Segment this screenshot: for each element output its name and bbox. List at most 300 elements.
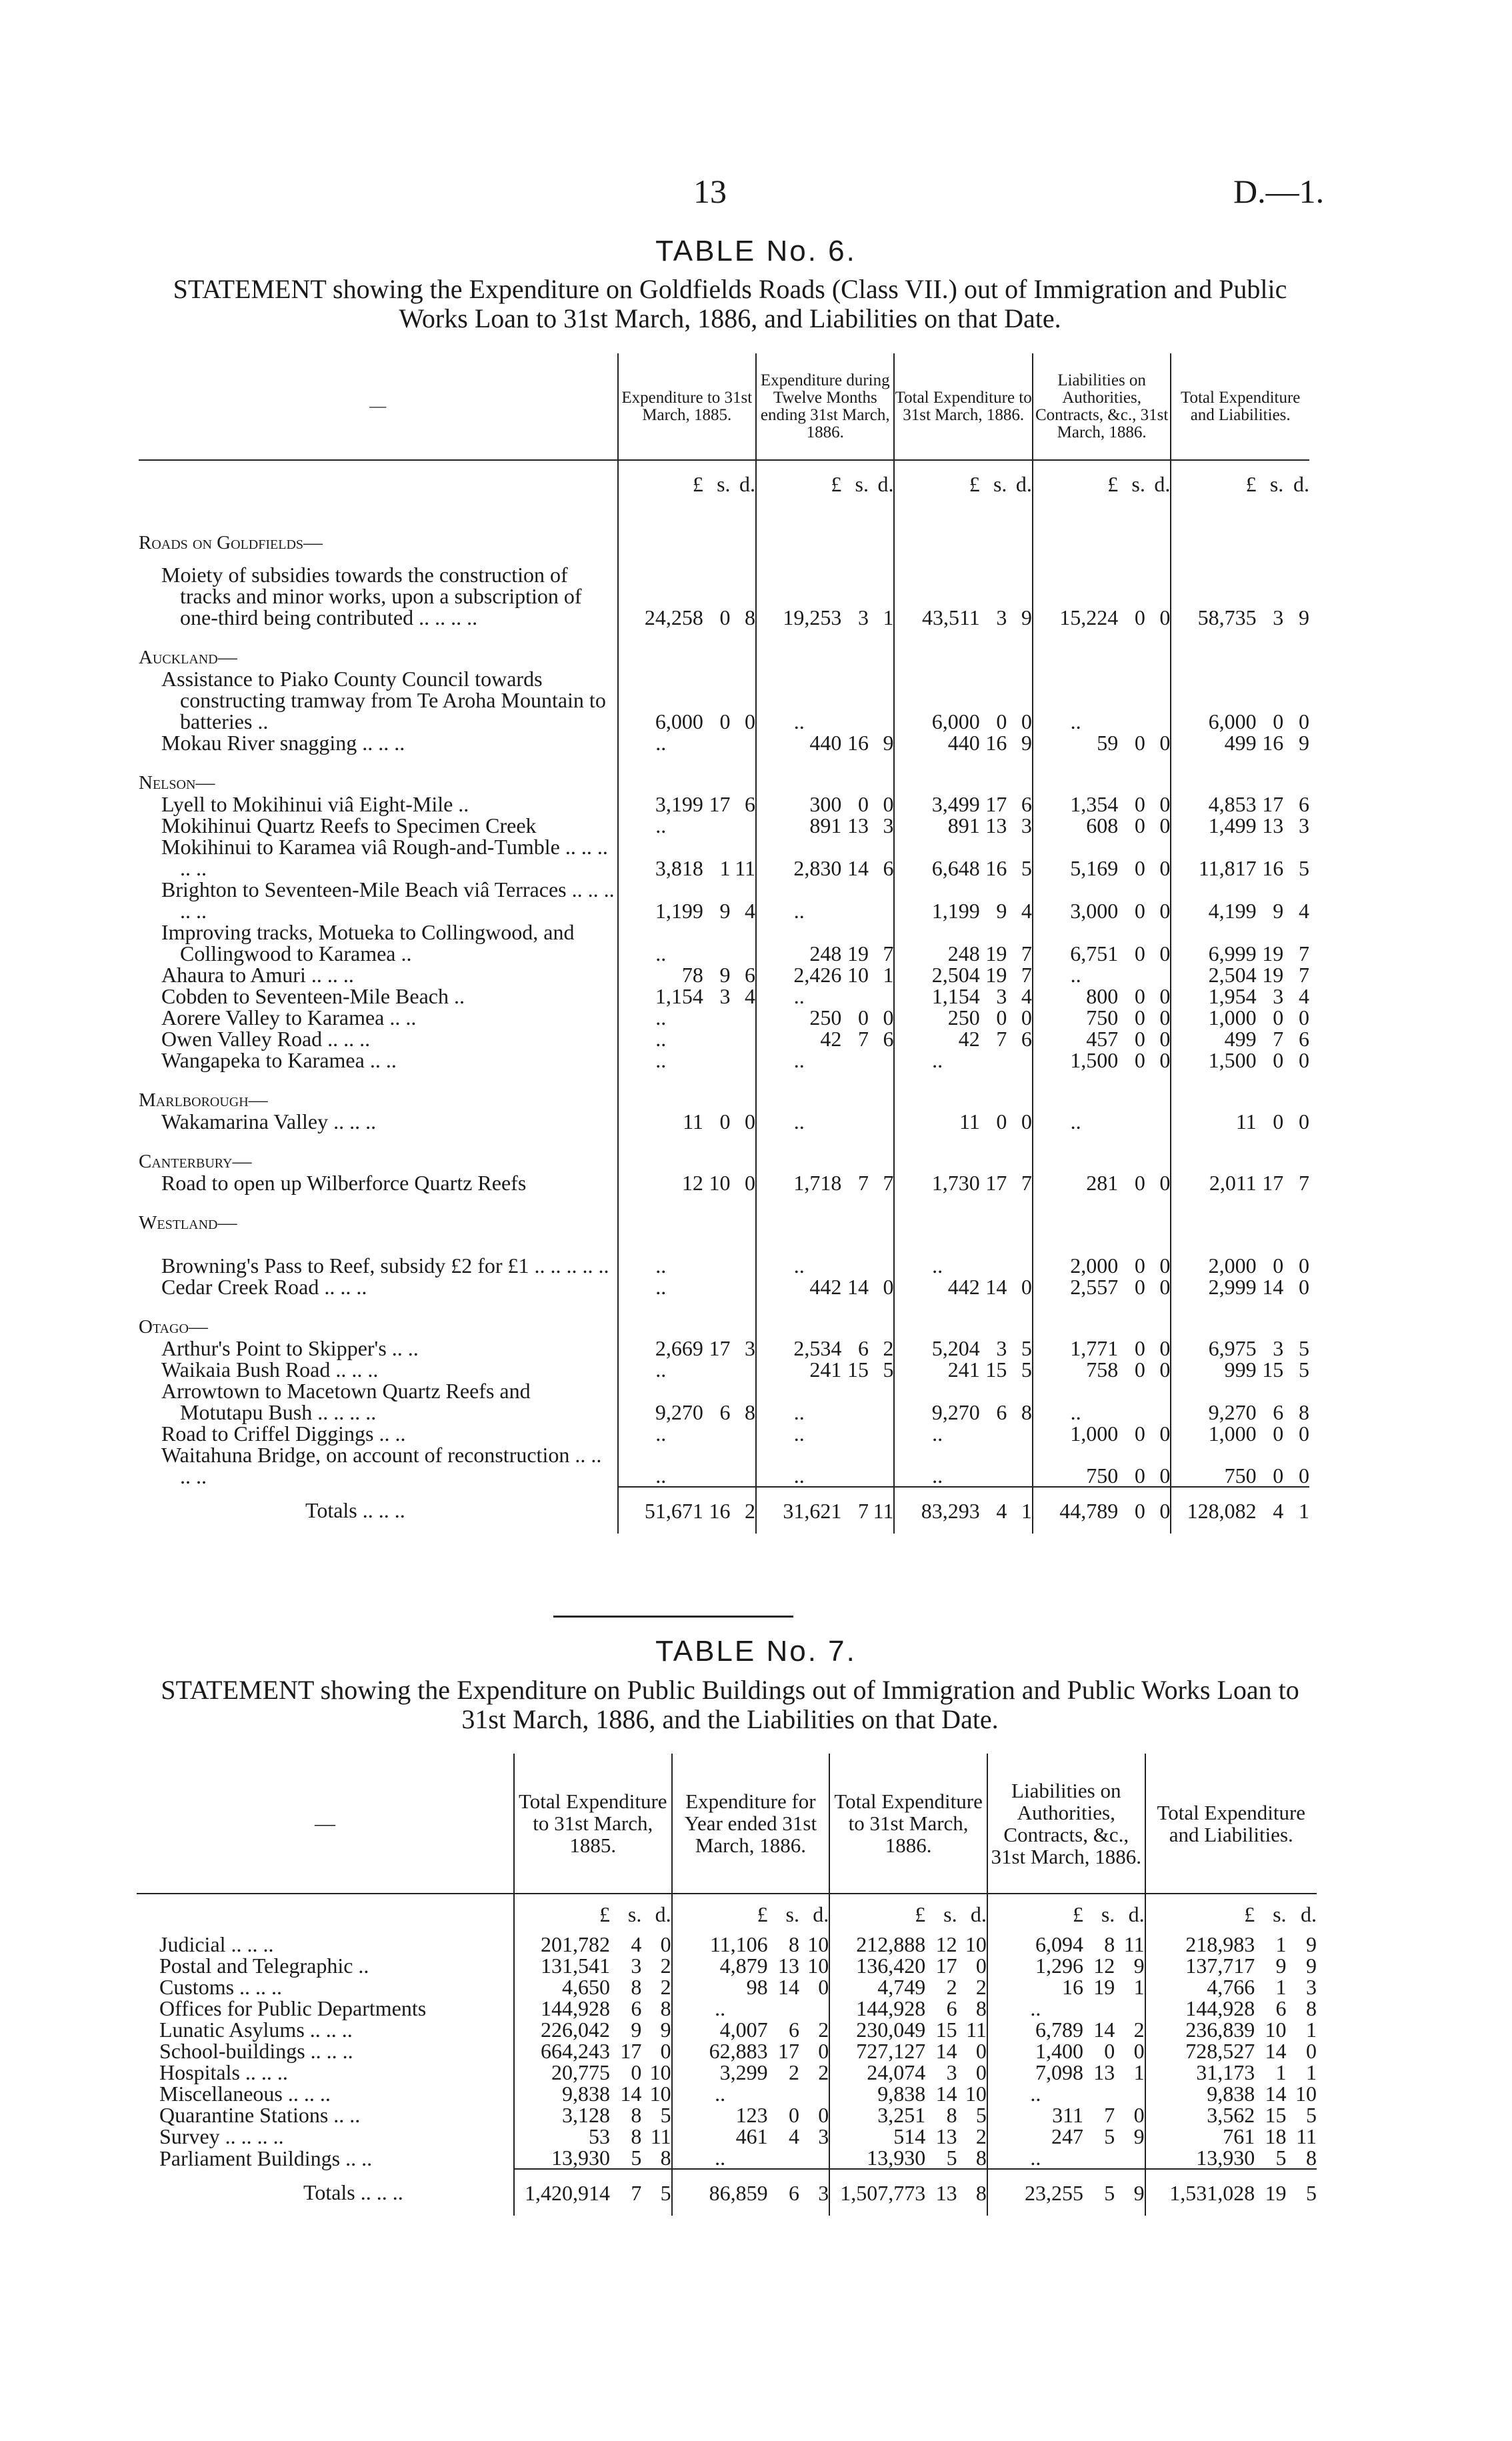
amount-cell: 5: [1021, 1336, 1032, 1360]
amount-cell: [841, 1423, 869, 1444]
amount-cell: 10: [847, 963, 869, 987]
amount-cell: 9,838: [514, 2083, 610, 2104]
amount-cell: 15: [1262, 1358, 1284, 1382]
amount-cell: [703, 1007, 731, 1028]
unit-label: s.: [627, 1902, 642, 1926]
column-header: —: [369, 397, 387, 415]
unit-label: s.: [993, 471, 1007, 496]
amount-cell: [1115, 2147, 1145, 2169]
amount-cell: [703, 1234, 731, 1276]
amount-cell: 0: [1299, 1005, 1309, 1029]
amount-cell: ..: [1033, 1380, 1118, 1423]
amount-cell: 0: [1159, 899, 1171, 923]
row-label: [139, 1028, 618, 1049]
empty-cell: [980, 1193, 1007, 1234]
empty-cell: [894, 1132, 979, 1172]
amount-cell: 2,504: [894, 964, 979, 985]
amount-cell: 2: [883, 1336, 894, 1360]
amount-cell: 8: [631, 1975, 642, 1999]
amount-cell: 5: [1299, 1336, 1309, 1360]
table-row: [139, 1423, 1309, 1444]
amount-cell: [1083, 2083, 1115, 2104]
amount-cell: 98: [672, 1976, 768, 1998]
amount-cell: 6: [946, 1996, 957, 2020]
amount-cell: 11: [618, 1111, 703, 1132]
empty-cell: [1145, 507, 1171, 553]
amount-cell: 17: [985, 1171, 1007, 1195]
amount-cell: [1083, 2147, 1115, 2169]
amount-cell: 4: [980, 1487, 1007, 1534]
table-row: [139, 985, 1309, 1007]
empty-cell: [841, 1298, 869, 1338]
amount-cell: 6,000: [1171, 668, 1256, 732]
amount-cell: 0: [1134, 1358, 1145, 1382]
row-label: [139, 1111, 618, 1132]
row-label-text: Arrowtown to Macetown Quartz Reefs and Motutapu Bush .. .. .. ..: [161, 1379, 531, 1424]
amount-cell: 0: [1159, 1005, 1171, 1029]
empty-cell: [841, 1132, 869, 1172]
amount-cell: 11,817: [1171, 836, 1256, 879]
amount-cell: 10: [965, 1932, 987, 1956]
amount-cell: 9,270: [894, 1380, 979, 1423]
amount-cell: 0: [631, 2060, 642, 2084]
unit-label: £: [829, 1894, 925, 1934]
amount-cell: 1,154: [894, 985, 979, 1007]
amount-cell: 0: [1299, 1109, 1309, 1133]
amount-cell: 17: [1262, 792, 1284, 816]
amount-cell: 14: [777, 1975, 799, 1999]
table-row: [139, 836, 1309, 879]
amount-cell: 9: [883, 731, 894, 755]
totals-label: Totals .. .. ..: [303, 2180, 403, 2204]
section-row: [139, 1071, 1309, 1111]
table-row: [139, 1338, 1309, 1359]
empty-cell: [703, 1193, 731, 1234]
amount-cell: 7: [1104, 2103, 1115, 2127]
amount-cell: 6: [1273, 1400, 1284, 1424]
amount-cell: 236,839: [1145, 2019, 1255, 2040]
amount-cell: 750: [1033, 1007, 1118, 1028]
amount-cell: [1145, 1380, 1171, 1423]
amount-cell: 0: [1273, 709, 1284, 733]
amount-cell: [1145, 964, 1171, 985]
amount-cell: 144,928: [829, 1998, 925, 2019]
amount-cell: 750: [1033, 1444, 1118, 1487]
page-number: 13: [693, 173, 727, 210]
amount-cell: 18: [1265, 2124, 1287, 2148]
amount-cell: 5: [1287, 2169, 1317, 2216]
totals-row: [139, 1487, 1309, 1534]
empty-cell: [618, 507, 703, 553]
empty-cell: [1007, 1071, 1033, 1111]
row-label: [139, 1276, 618, 1298]
amount-cell: 7: [883, 1171, 894, 1195]
amount-cell: ..: [672, 1998, 768, 2019]
unit-label: £: [894, 460, 979, 507]
amount-cell: 514: [829, 2126, 925, 2147]
empty-cell: [1007, 628, 1033, 668]
amount-cell: 4,879: [672, 1955, 768, 1976]
empty-cell: [1257, 1132, 1284, 1172]
amount-cell: 0: [1159, 1171, 1171, 1195]
amount-cell: [703, 1049, 731, 1071]
column-header: Total Expenditure and Liabilities.: [1171, 353, 1309, 460]
amount-cell: 1,420,914: [514, 2169, 610, 2216]
unit-label: d.: [877, 471, 894, 496]
unit-label: d.: [1015, 471, 1032, 496]
amount-cell: 19: [1093, 1975, 1115, 1999]
amount-cell: 51,671: [618, 1487, 703, 1534]
unit-label: £: [618, 460, 703, 507]
amount-cell: ..: [894, 1049, 979, 1071]
amount-cell: [980, 1049, 1007, 1071]
empty-cell: [980, 507, 1007, 553]
amount-cell: 53: [514, 2126, 610, 2147]
amount-cell: 2: [660, 1975, 671, 1999]
amount-cell: 247: [987, 2126, 1083, 2147]
amount-cell: 6: [1299, 1027, 1309, 1051]
amount-cell: 11: [735, 856, 756, 880]
row-label: [137, 2040, 514, 2062]
amount-cell: 15: [985, 1358, 1007, 1382]
table-row: [139, 1359, 1309, 1380]
amount-cell: 6: [745, 963, 756, 987]
row-label-text: Brighton to Seventeen-Mile Beach viâ Terraces .. .. .. .. ..: [161, 877, 615, 923]
amount-cell: 11: [1171, 1111, 1256, 1132]
amount-cell: 1,000: [1033, 1423, 1118, 1444]
amount-cell: 4: [1299, 984, 1309, 1008]
row-label: [139, 668, 618, 732]
amount-cell: 8: [1104, 1932, 1115, 1956]
row-label-text: Mokihinui to Karamea viâ Rough-and-Tumble .. .. .. .. ..: [161, 835, 608, 880]
amount-cell: [731, 1234, 756, 1276]
amount-cell: 7: [1299, 941, 1309, 965]
amount-cell: 14: [985, 1275, 1007, 1299]
empty-cell: [731, 628, 756, 668]
amount-cell: 7: [1021, 941, 1032, 965]
amount-cell: 8: [660, 1996, 671, 2020]
amount-cell: 9,838: [829, 2083, 925, 2104]
amount-cell: 6: [1275, 1996, 1287, 2020]
amount-cell: 2,534: [756, 1338, 841, 1359]
amount-cell: ..: [756, 1423, 841, 1444]
amount-cell: 5,169: [1033, 836, 1118, 879]
amount-cell: ..: [618, 921, 703, 964]
amount-cell: 440: [756, 732, 841, 753]
amount-cell: 10: [965, 2082, 987, 2106]
amount-cell: 16: [1262, 856, 1284, 880]
amount-cell: 7: [857, 1027, 869, 1051]
amount-cell: [731, 1007, 756, 1028]
amount-cell: 2,000: [1171, 1234, 1256, 1276]
table-row: [137, 2104, 1317, 2126]
amount-cell: 7: [1299, 963, 1309, 987]
amount-cell: 8: [745, 1400, 756, 1424]
amount-cell: [703, 1423, 731, 1444]
amount-cell: [731, 1049, 756, 1071]
amount-cell: 1: [883, 605, 894, 629]
amount-cell: 17: [985, 792, 1007, 816]
unit-label: £: [1171, 460, 1256, 507]
amount-cell: 2: [975, 2124, 987, 2148]
amount-cell: 241: [894, 1359, 979, 1380]
amount-cell: 16: [985, 856, 1007, 880]
empty-cell: [1257, 1071, 1284, 1111]
amount-cell: 23,255: [987, 2169, 1083, 2216]
amount-cell: 0: [1134, 1422, 1145, 1446]
amount-cell: 4: [1021, 899, 1032, 923]
amount-cell: 8: [957, 2169, 987, 2216]
amount-cell: 248: [894, 921, 979, 964]
unit-label: s.: [1269, 471, 1284, 496]
empty-cell: [1171, 753, 1256, 793]
row-label: [139, 836, 618, 879]
empty-cell: [1145, 1193, 1171, 1234]
amount-cell: ..: [618, 1028, 703, 1049]
amount-cell: 0: [996, 1109, 1007, 1133]
document-code: D.—1.: [1233, 173, 1325, 210]
row-label: [139, 1007, 618, 1028]
amount-cell: 0: [1273, 1109, 1284, 1133]
amount-cell: 5: [1306, 2103, 1317, 2127]
amount-cell: 2,504: [1171, 964, 1256, 985]
amount-cell: [1118, 1111, 1145, 1132]
row-label-text: Aorere Valley to Karamea .. ..: [161, 1005, 417, 1029]
empty-cell: [1118, 753, 1145, 793]
row-label-text: Cobden to Seventeen-Mile Beach ..: [161, 984, 465, 1008]
amount-cell: 5: [946, 2146, 957, 2170]
amount-cell: 13: [1262, 813, 1284, 837]
amount-cell: 4,650: [514, 1976, 610, 1998]
amount-cell: 0: [1159, 792, 1171, 816]
row-label: [139, 879, 618, 921]
table-row: [139, 793, 1309, 815]
row-label-text: Improving tracks, Motueka to Collingwood, and Collingwood to Karamea ..: [161, 920, 575, 965]
amount-cell: 11: [1296, 2124, 1317, 2148]
amount-cell: 9,270: [618, 1380, 703, 1423]
unit-label: s.: [943, 1902, 957, 1926]
amount-cell: 9: [1299, 731, 1309, 755]
amount-cell: 59: [1033, 732, 1118, 753]
amount-cell: 3,251: [829, 2104, 925, 2126]
section-label: Nelson—: [139, 772, 215, 793]
empty-cell: [1007, 753, 1033, 793]
amount-cell: 1: [1275, 1932, 1287, 1956]
amount-cell: 4: [745, 984, 756, 1008]
row-label: [139, 1172, 618, 1193]
empty-cell: [618, 1132, 703, 1172]
amount-cell: ..: [756, 985, 841, 1007]
amount-cell: 1: [719, 856, 731, 880]
amount-cell: 42: [756, 1028, 841, 1049]
amount-cell: 19: [1262, 941, 1284, 965]
amount-cell: [799, 1998, 829, 2019]
amount-cell: [731, 1444, 756, 1487]
amount-cell: 499: [1171, 732, 1256, 753]
amount-cell: 0: [1134, 1254, 1145, 1278]
empty-cell: [1145, 1298, 1171, 1338]
amount-cell: 19: [1255, 2169, 1286, 2216]
amount-cell: ..: [894, 1423, 979, 1444]
amount-cell: 10: [649, 2060, 671, 2084]
amount-cell: 5: [883, 1358, 894, 1382]
amount-cell: 7: [1021, 963, 1032, 987]
amount-cell: 0: [818, 2103, 829, 2127]
table-row: [139, 1049, 1309, 1071]
unit-spacer: [139, 460, 618, 507]
empty-cell: [869, 628, 895, 668]
empty-cell: [1171, 507, 1256, 553]
unit-label: £: [514, 1894, 610, 1934]
amount-cell: 9: [719, 899, 731, 923]
amount-cell: 442: [894, 1276, 979, 1298]
amount-cell: 9,838: [1145, 2083, 1255, 2104]
amount-cell: 0: [1273, 1254, 1284, 1278]
amount-cell: 62,883: [672, 2040, 768, 2062]
amount-cell: 16: [847, 731, 869, 755]
amount-cell: 0: [883, 1275, 894, 1299]
amount-cell: 1: [1133, 1975, 1145, 1999]
section-label: Marlborough—: [139, 1089, 268, 1111]
amount-cell: 0: [1299, 1048, 1309, 1072]
empty-cell: [869, 753, 895, 793]
amount-cell: 6,999: [1171, 921, 1256, 964]
amount-cell: 58,735: [1171, 553, 1256, 628]
amount-cell: 891: [756, 815, 841, 836]
amount-cell: [703, 1359, 731, 1380]
empty-cell: [1283, 1298, 1309, 1338]
empty-cell: [618, 1071, 703, 1111]
empty-cell: [980, 1298, 1007, 1338]
amount-cell: 14: [1093, 2018, 1115, 2042]
amount-cell: 9: [1021, 731, 1032, 755]
amount-cell: 1: [1133, 2060, 1145, 2084]
empty-cell: [1007, 1132, 1033, 1172]
amount-cell: 144,928: [1145, 1998, 1255, 2019]
amount-cell: ..: [1033, 668, 1118, 732]
amount-cell: [703, 1444, 731, 1487]
amount-cell: 14: [847, 1275, 869, 1299]
table-row: [139, 1234, 1309, 1276]
amount-cell: 6,000: [618, 668, 703, 732]
table-row: [139, 1380, 1309, 1423]
row-label: [137, 2083, 514, 2104]
table-row: [139, 1007, 1309, 1028]
table-row: [137, 1976, 1317, 1998]
amount-cell: 0: [1133, 2103, 1145, 2127]
empty-cell: [1145, 628, 1171, 668]
amount-cell: 8: [946, 2103, 957, 2127]
column-header: Expenditure for Year ended 31st March, 1886.: [672, 1754, 830, 1894]
empty-cell: [980, 1132, 1007, 1172]
amount-cell: 10: [1295, 2082, 1317, 2106]
amount-cell: 7: [1021, 1171, 1032, 1195]
amount-cell: ..: [1033, 964, 1118, 985]
amount-cell: 2: [788, 2060, 799, 2084]
amount-cell: 128,082: [1171, 1487, 1256, 1534]
amount-cell: 1,400: [987, 2040, 1083, 2062]
table-row: [139, 1028, 1309, 1049]
amount-cell: 461: [672, 2126, 768, 2147]
amount-cell: 1,000: [1171, 1007, 1256, 1028]
amount-cell: 137,717: [1145, 1955, 1255, 1976]
empty-cell: [869, 1298, 895, 1338]
amount-cell: ..: [894, 1234, 979, 1276]
row-label: [137, 1998, 514, 2019]
amount-cell: 0: [1133, 2039, 1145, 2063]
row-label-text: Hospitals .. .. ..: [159, 2060, 288, 2084]
amount-cell: 12: [1093, 1954, 1115, 1978]
row-label-text: Browning's Pass to Reef, subsidy £2 for £1 .. .. .. .. ..: [161, 1254, 609, 1278]
amount-cell: 9: [1306, 1932, 1317, 1956]
row-label: [137, 2147, 514, 2169]
amount-cell: 0: [1306, 2039, 1317, 2063]
amount-cell: 0: [1134, 941, 1145, 965]
amount-cell: 1,000: [1171, 1423, 1256, 1444]
amount-cell: [1007, 1234, 1033, 1276]
amount-cell: [1118, 1380, 1145, 1423]
amount-cell: 19: [985, 963, 1007, 987]
amount-cell: 7: [841, 1487, 869, 1534]
empty-cell: [1118, 1298, 1145, 1338]
column-header: —: [314, 1812, 335, 1835]
amount-cell: 0: [1159, 731, 1171, 755]
amount-cell: 0: [1159, 1027, 1171, 1051]
amount-cell: 7: [857, 1171, 869, 1195]
amount-cell: 15: [1265, 2103, 1287, 2127]
amount-cell: 3: [946, 2060, 957, 2084]
section-label: Auckland—: [139, 647, 237, 668]
amount-cell: [731, 1028, 756, 1049]
empty-cell: [1171, 1071, 1256, 1111]
amount-cell: 0: [1273, 1422, 1284, 1446]
amount-cell: 6,000: [894, 668, 979, 732]
amount-cell: 0: [1299, 709, 1309, 733]
amount-cell: 0: [1159, 856, 1171, 880]
amount-cell: [1007, 1444, 1033, 1487]
amount-cell: 0: [883, 1005, 894, 1029]
amount-cell: 3: [1306, 1975, 1317, 1999]
amount-cell: 8: [631, 2103, 642, 2127]
amount-cell: 19: [847, 941, 869, 965]
amount-cell: 13: [925, 2169, 957, 2216]
table-row: [139, 1276, 1309, 1298]
amount-cell: 0: [1159, 813, 1171, 837]
amount-cell: 14: [935, 2082, 957, 2106]
amount-cell: 8: [745, 605, 756, 629]
amount-cell: 3: [1273, 1336, 1284, 1360]
amount-cell: 728,527: [1145, 2040, 1255, 2062]
amount-cell: 8: [1021, 1400, 1032, 1424]
amount-cell: [1007, 1049, 1033, 1071]
amount-cell: 0: [1134, 1048, 1145, 1072]
empty-cell: [703, 753, 731, 793]
amount-cell: 201,782: [514, 1934, 610, 1955]
amount-cell: 1: [1283, 1487, 1309, 1534]
amount-cell: [1145, 1111, 1171, 1132]
row-label: [137, 2062, 514, 2083]
row-label: [137, 1934, 514, 1955]
row-label-text: Arthur's Point to Skipper's .. ..: [161, 1336, 419, 1360]
amount-cell: 16: [985, 731, 1007, 755]
row-label-text: Miscellaneous .. .. ..: [159, 2082, 331, 2106]
amount-cell: 6,094: [987, 1934, 1083, 1955]
table-row: [139, 815, 1309, 836]
row-label: [137, 1976, 514, 1998]
empty-cell: [1257, 628, 1284, 668]
amount-cell: 4,749: [829, 1976, 925, 1998]
empty-cell: [1145, 753, 1171, 793]
